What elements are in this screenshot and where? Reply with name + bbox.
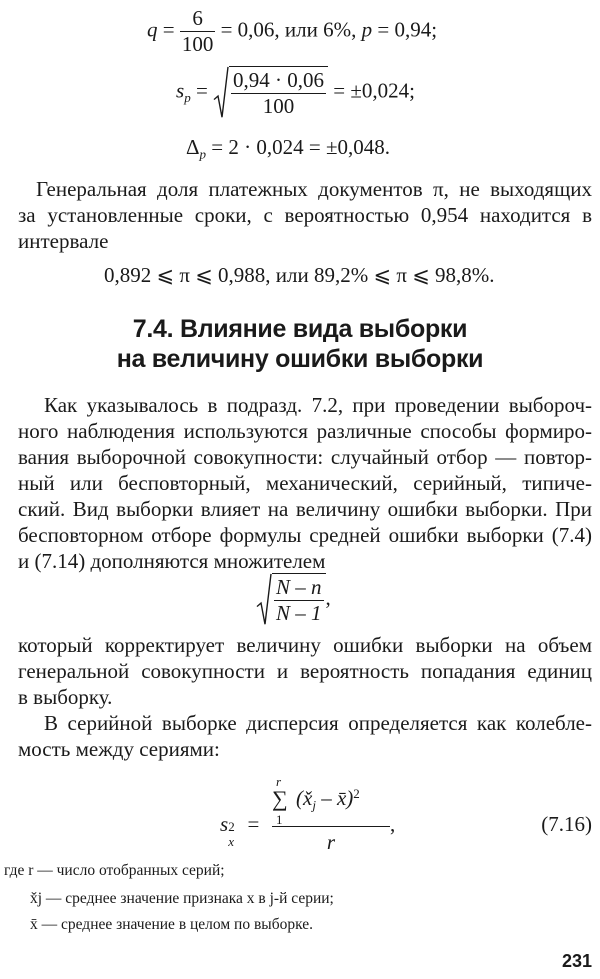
s-symbol: s — [176, 78, 185, 103]
comma: , — [325, 585, 331, 610]
comma: , — [390, 812, 396, 836]
definition-line: x̄ — среднее значение в целом по выборке. — [30, 916, 313, 933]
paragraph-line: ного наблюдения используются различные способы формиро- — [18, 419, 592, 443]
fraction — [231, 68, 326, 119]
p-symbol: p — [361, 17, 373, 42]
paragraph-line: мость между сериями: — [18, 737, 220, 761]
paragraph-line: бесповторном отборе формулы средней ошибки выборки (7.4) — [18, 523, 592, 547]
denominator: N – 1 — [276, 601, 322, 625]
multiplier-formula — [256, 573, 331, 626]
serial-variance-formula — [220, 774, 400, 868]
section-heading: на величину ошибки выборки — [116, 345, 484, 373]
numerator: 6 — [192, 6, 203, 30]
radical-sign-icon — [213, 66, 229, 119]
paragraph-line: за установленные сроки, с вероятностью 0,954 находится в — [18, 203, 592, 227]
definition-line: x̌j — среднее значение признака x в j-й серии; — [30, 890, 334, 907]
rhs-text: = ±0,024; — [333, 78, 415, 103]
delta-formula — [186, 135, 390, 163]
term-x-bar: – x̄) — [315, 786, 354, 811]
sqrt-expression — [213, 66, 328, 119]
rhs-text: = 2 · 0,024 = ±0,048. — [211, 135, 390, 159]
equation-number: (7.16) — [541, 812, 592, 836]
p-value: = 0,94; — [372, 17, 438, 42]
paragraph-line: ский. Вид выборки влияет на величину ошибки выборки. При — [18, 497, 592, 521]
equals-sign: = — [195, 78, 208, 103]
numerator: N – n — [276, 575, 322, 599]
sum-symbol: ∑ — [272, 786, 288, 811]
rhs-text: = 0,06, или 6%, — [220, 17, 362, 42]
numerator: 0,94 · 0,06 — [233, 68, 325, 92]
superscript: 2 — [353, 786, 360, 801]
subscript: p — [199, 146, 207, 162]
sum-upper-limit: r — [276, 774, 282, 789]
paragraph-line: интервале — [18, 229, 109, 253]
paragraph-line: и (7.14) дополняются множителем — [18, 549, 326, 573]
fraction-bar — [272, 826, 390, 827]
paragraph-line: в выборку. — [18, 685, 113, 709]
paragraph-line: Генеральная доля платежных документов π, не выходящих — [36, 177, 592, 201]
q-formula — [147, 6, 437, 57]
paragraph-line: Как указывалось в подразд. 7.2, при проведении выбороч- — [44, 393, 592, 417]
subscript: j — [312, 797, 316, 813]
fraction — [180, 6, 216, 57]
s-symbol: s — [220, 812, 229, 836]
paragraph-line: ный или бесповторный, механический, серийный, типиче- — [18, 471, 592, 495]
denominator: r — [326, 830, 336, 854]
sum-lower-limit: 1 — [276, 812, 283, 827]
section-heading: 7.4. Влияние вида выборки — [132, 315, 468, 343]
equals-sign: = — [247, 812, 260, 836]
sp-formula — [176, 66, 415, 119]
subscript: x — [228, 834, 234, 849]
term-x-check: (x̌ — [296, 786, 313, 811]
subscript: p — [184, 89, 191, 105]
superscript: 2 — [228, 819, 235, 834]
delta-symbol: Δ — [186, 135, 200, 159]
denominator: 100 — [231, 93, 326, 119]
paragraph-line: вания выборочной совокупности: случайный отбор — повтор- — [18, 445, 592, 469]
page-number: 231 — [561, 951, 592, 971]
denominator: 100 — [181, 32, 214, 56]
paragraph-line: генеральной совокупности и вероятность попадания единиц — [18, 659, 592, 683]
interval-formula: 0,892 ⩽ π ⩽ 0,988, или 89,2% ⩽ π ⩽ 98,8%. — [104, 263, 495, 287]
paragraph-line: который корректирует величину ошибки выборки на объем — [18, 633, 592, 657]
fraction — [274, 575, 324, 626]
radical-sign-icon — [256, 573, 272, 626]
paragraph-line: В серийной выборке дисперсия определяется как колебле- — [44, 711, 592, 735]
q-symbol: q — [147, 17, 158, 42]
definition-line: где r — число отобранных серий; — [4, 862, 225, 879]
equals-sign: = — [162, 17, 175, 42]
sqrt-expression — [256, 573, 326, 626]
